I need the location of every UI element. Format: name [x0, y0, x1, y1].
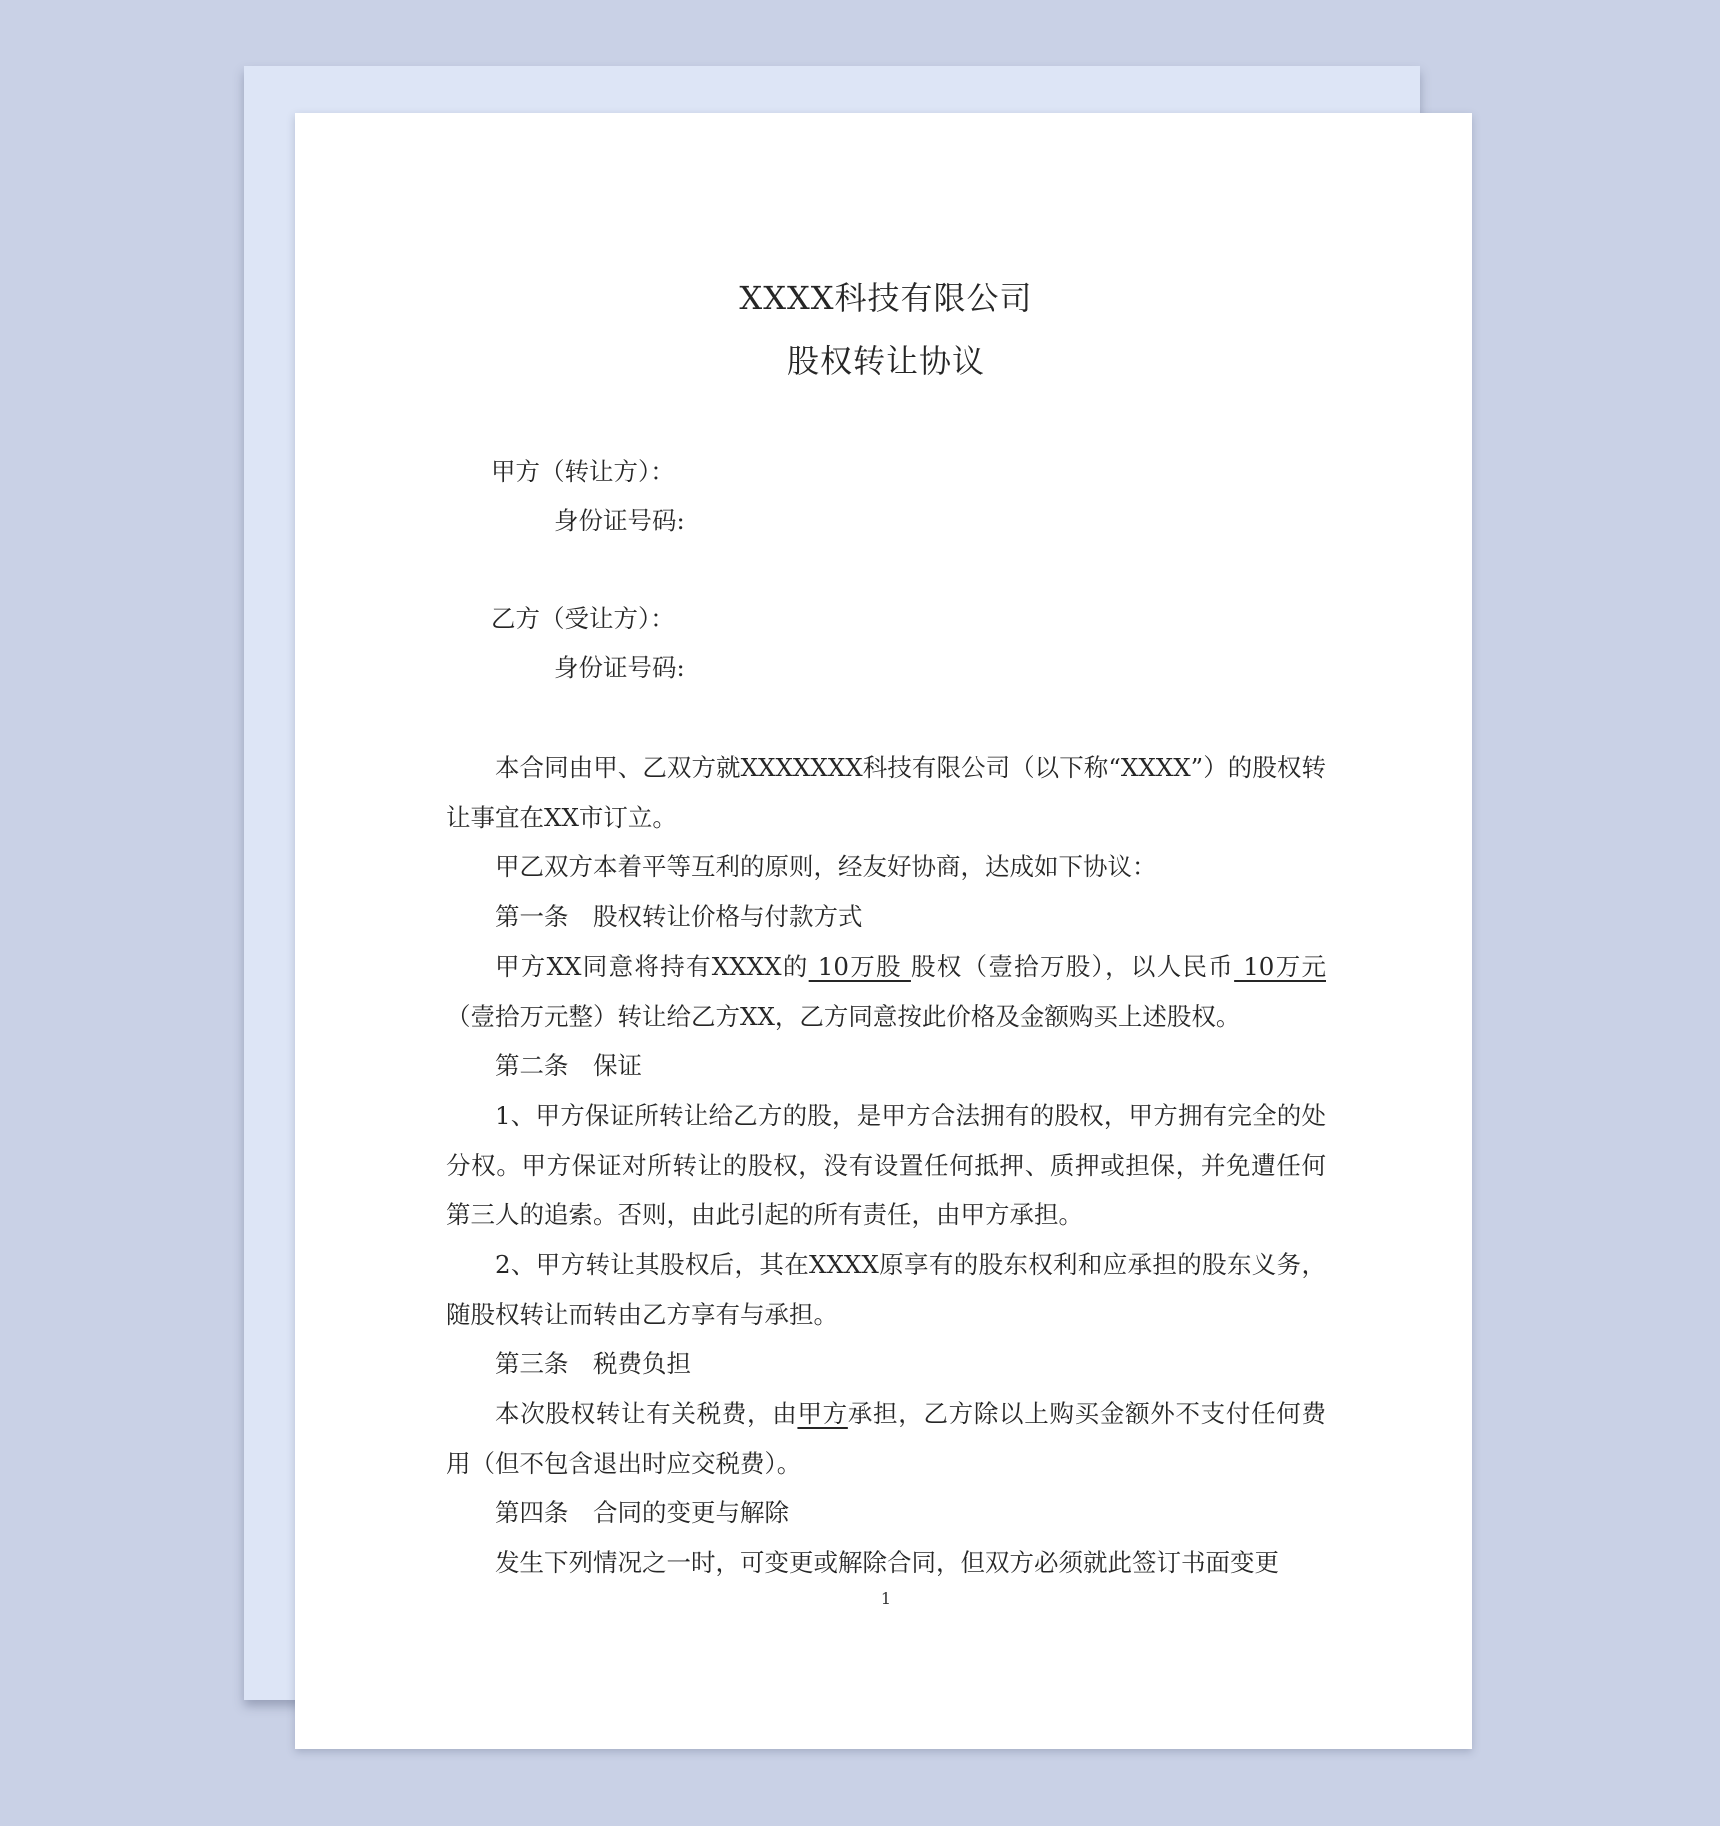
- party-a-id-label: 身份证号码:: [554, 506, 685, 535]
- article-1-text-a: 甲方XX同意将持有XXXX的: [495, 952, 809, 981]
- principle-paragraph: 甲乙双方本着平等互利的原则，经友好协商，达成如下协议：: [495, 852, 1157, 881]
- agreement-title: 股权转让协议: [786, 342, 985, 380]
- article-3-text-b: 承担，乙方除以上购买金额外不支付任何费用（但不包含退出时应交税费）。: [446, 1399, 1326, 1478]
- article-2-heading: 第二条 保证: [495, 1051, 642, 1080]
- article-3-party: 甲方: [797, 1399, 848, 1428]
- article-3-paragraph: [446, 1389, 1326, 1488]
- article-1-text-c: （壹拾万元整）转让给乙方XX，乙方同意按此价格及金额购买上述股权。: [446, 1001, 1241, 1031]
- article-1-shares: 10万股: [808, 952, 911, 981]
- intro-paragraph: 本合同由甲、乙双方就XXXXXXX科技有限公司（以下称“XXXX”）的股权转让事宜在XX市订立。: [446, 753, 1326, 832]
- party-b-label: 乙方（受让方）：: [491, 604, 675, 633]
- party-a-label: 甲方（转让方）：: [491, 457, 675, 486]
- article-1-amount: 10万元: [1234, 952, 1326, 981]
- article-1-paragraph: [446, 942, 1326, 1041]
- document-page: [295, 113, 1472, 1749]
- article-1-text-b: 股权（壹拾万股），以人民币: [910, 952, 1235, 981]
- article-2-clause-1: 1、甲方保证所转让给乙方的股，是甲方合法拥有的股权，甲方拥有完全的处分权。甲方保证对所转让的股权，没有设置任何抵押、质押或担保，并免遭任何第三人的追索。否则，由此引起的所有责任，由甲方承担。: [446, 1101, 1326, 1230]
- article-4-paragraph: 发生下列情况之一时，可变更或解除合同，但双方必须就此签订书面变更: [495, 1548, 1279, 1577]
- article-3-text-a: 本次股权转让有关税费，由: [495, 1399, 798, 1428]
- party-b-id-label: 身份证号码:: [554, 653, 685, 682]
- page-number: 1: [880, 1589, 892, 1608]
- article-4-heading: 第四条 合同的变更与解除: [495, 1498, 789, 1527]
- article-2-clause-2: 2、甲方转让其股权后，其在XXXX原享有的股东权利和应承担的股东义务，随股权转让而转由乙方享有与承担。: [446, 1250, 1326, 1329]
- article-1-heading: 第一条 股权转让价格与付款方式: [495, 902, 863, 931]
- article-3-heading: 第三条 税费负担: [495, 1349, 691, 1378]
- company-title: XXXX科技有限公司: [739, 279, 1033, 317]
